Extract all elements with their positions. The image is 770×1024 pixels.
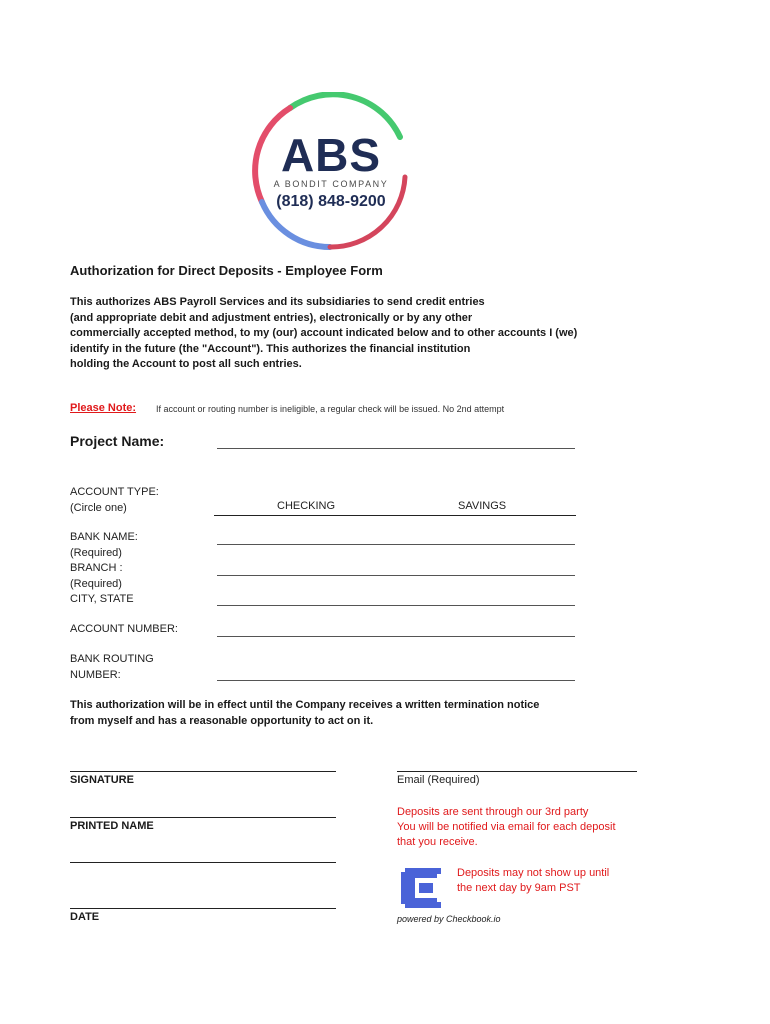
bank-name-label: BANK NAME: bbox=[70, 531, 138, 543]
bank-details-labels bbox=[70, 530, 138, 608]
intro-line: (and appropriate debit and adjustment entries), electronically or by any other bbox=[70, 311, 473, 324]
routing-number-label bbox=[70, 652, 154, 683]
intro-line: holding the Account to post all such entries. bbox=[70, 358, 302, 370]
deposit-info-line: Deposits are sent through our 3rd party bbox=[397, 806, 589, 818]
auth-line: This authorization will be in effect until the Company receives a written termination notice bbox=[70, 699, 540, 711]
intro-line: commercially accepted method, to my (our) account indicated below and to other accounts I (we) bbox=[70, 327, 578, 339]
account-type-underline bbox=[214, 515, 576, 516]
note-text: If account or routing number is ineligible, a regular check will be issued. No 2nd attempt bbox=[156, 404, 505, 414]
branch-required: (Required) bbox=[70, 577, 122, 590]
deposit-delay-line: the next day by 9am PST bbox=[457, 882, 581, 894]
checkbook-c-icon bbox=[397, 864, 445, 912]
authorization-notice bbox=[70, 697, 690, 729]
branch-field[interactable] bbox=[217, 575, 575, 576]
powered-by-text: powered by Checkbook.io bbox=[397, 914, 501, 924]
signature-label: SIGNATURE bbox=[70, 774, 134, 786]
signature-field[interactable] bbox=[70, 771, 336, 772]
routing-number-field[interactable] bbox=[217, 680, 575, 681]
logo-phone: (818) 848-9200 bbox=[276, 193, 386, 210]
project-name-field[interactable] bbox=[217, 448, 575, 449]
deposit-info-line: that you receive. bbox=[397, 836, 478, 848]
intro-line: This authorizes ABS Payroll Services and its subsidiaries to send credit entries bbox=[70, 296, 485, 308]
auth-line: from myself and has a reasonable opportunity to act on it. bbox=[70, 715, 374, 727]
branch-label: BRANCH : bbox=[70, 562, 123, 574]
abs-logo bbox=[250, 92, 412, 254]
option-checking[interactable]: CHECKING bbox=[277, 500, 336, 512]
account-type-label-line: ACCOUNT TYPE: bbox=[70, 486, 159, 498]
date-field[interactable] bbox=[70, 908, 336, 909]
account-number-label: ACCOUNT NUMBER: bbox=[70, 623, 178, 635]
form-title: Authorization for Direct Deposits - Employee Form bbox=[70, 263, 383, 278]
city-state-label: CITY, STATE bbox=[70, 593, 134, 605]
project-name-label: Project Name: bbox=[70, 433, 165, 449]
note-label: Please Note: bbox=[70, 402, 137, 414]
printed-name-label: PRINTED NAME bbox=[70, 820, 154, 832]
logo-brand: ABS bbox=[280, 129, 382, 181]
deposit-info-line: You will be notified via email for each deposit bbox=[397, 821, 616, 833]
deposit-delay-line: Deposits may not show up until bbox=[457, 867, 610, 879]
intro-paragraph bbox=[70, 295, 690, 373]
email-field[interactable] bbox=[397, 771, 637, 772]
email-label: Email (Required) bbox=[397, 774, 480, 786]
account-type-label-line: (Circle one) bbox=[70, 501, 127, 514]
printed-name-field[interactable] bbox=[70, 817, 336, 818]
city-state-field[interactable] bbox=[217, 605, 575, 606]
routing-label-line: BANK ROUTING bbox=[70, 653, 154, 665]
routing-label-line: NUMBER: bbox=[70, 668, 121, 681]
account-type-label bbox=[70, 485, 159, 516]
deposit-info-text bbox=[397, 805, 616, 850]
logo-tagline: A BONDIT COMPANY bbox=[273, 179, 389, 189]
account-number-field[interactable] bbox=[217, 636, 575, 637]
date-label: DATE bbox=[70, 911, 100, 923]
bank-name-field[interactable] bbox=[217, 544, 575, 545]
deposit-delay-text bbox=[457, 866, 609, 896]
checkbook-logo-icon bbox=[397, 864, 445, 912]
bank-name-required: (Required) bbox=[70, 546, 122, 559]
option-savings[interactable]: SAVINGS bbox=[458, 500, 507, 512]
extra-line-field[interactable] bbox=[70, 862, 336, 863]
intro-line: identify in the future (the "Account"). This authorizes the financial institution bbox=[70, 342, 471, 355]
